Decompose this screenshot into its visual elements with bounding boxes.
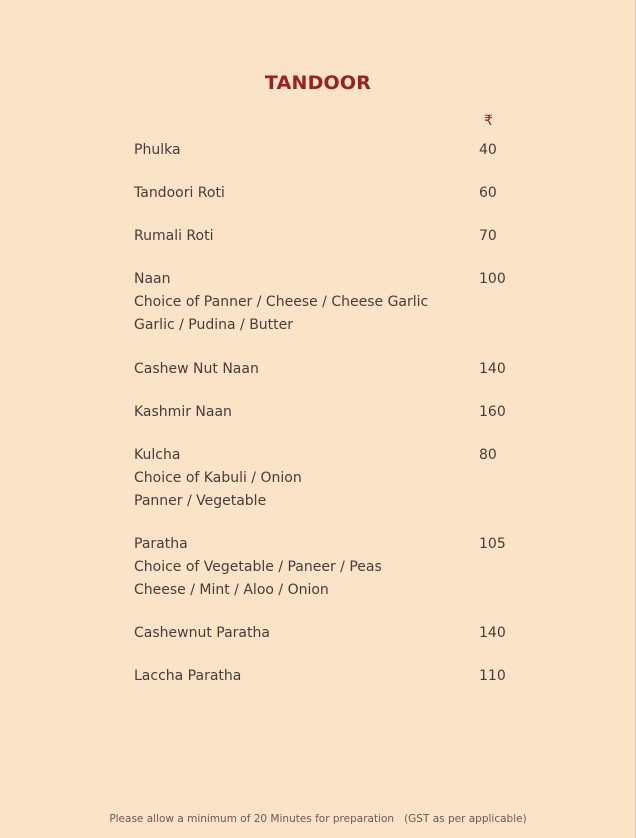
menu-item (134, 622, 534, 645)
menu-item-price: 110 (479, 668, 506, 684)
menu-item-description: Cheese / Mint / Aloo / Onion (134, 582, 329, 598)
menu-item (134, 401, 534, 424)
menu-item-description: Garlic / Pudina / Butter (134, 317, 294, 333)
menu-item (134, 665, 534, 688)
menu-item-name: Cashew Nut Naan (134, 361, 259, 377)
menu-item-description: Choice of Panner / Cheese / Cheese Garlic (134, 294, 429, 310)
menu-item-name: Phulka (134, 142, 181, 158)
menu-item-price: 105 (479, 536, 506, 552)
menu-item-name: Cashewnut Paratha (134, 625, 270, 641)
menu-item-name: Tandoori Roti (134, 185, 225, 201)
menu-item (134, 139, 534, 162)
menu-item-price: 70 (479, 228, 497, 244)
menu-item-name: Kashmir Naan (134, 404, 232, 420)
menu-item-price: 140 (479, 361, 506, 377)
menu-item (134, 533, 534, 602)
currency-symbol: ₹ (484, 113, 493, 129)
menu-item-name: Paratha (134, 536, 188, 552)
menu-item-description: Choice of Kabuli / Onion (134, 470, 302, 486)
menu-item-name: Laccha Paratha (134, 668, 242, 684)
menu-item (134, 268, 534, 337)
menu-item-name: Kulcha (134, 447, 181, 463)
preparation-note: Please allow a minimum of 20 Minutes for preparation (109, 813, 395, 825)
menu-item-name: Naan (134, 271, 171, 287)
footer-note (0, 813, 636, 825)
menu-item-price: 60 (479, 185, 497, 201)
menu-item-description: Choice of Vegetable / Paneer / Peas (134, 559, 382, 575)
menu-item-description: Panner / Vegetable (134, 493, 267, 509)
menu-item-name: Rumali Roti (134, 228, 214, 244)
menu-item-price: 40 (479, 142, 497, 158)
menu-item-price: 100 (479, 271, 506, 287)
menu-item (134, 358, 534, 381)
menu-item-price: 160 (479, 404, 506, 420)
menu-item-price: 140 (479, 625, 506, 641)
gst-note: (GST as per applicable) (404, 813, 527, 825)
menu-item (134, 225, 534, 248)
menu-item (134, 182, 534, 205)
section-title: TANDOOR (264, 72, 372, 94)
menu-item-price: 80 (479, 447, 497, 463)
menu-item (134, 444, 534, 513)
